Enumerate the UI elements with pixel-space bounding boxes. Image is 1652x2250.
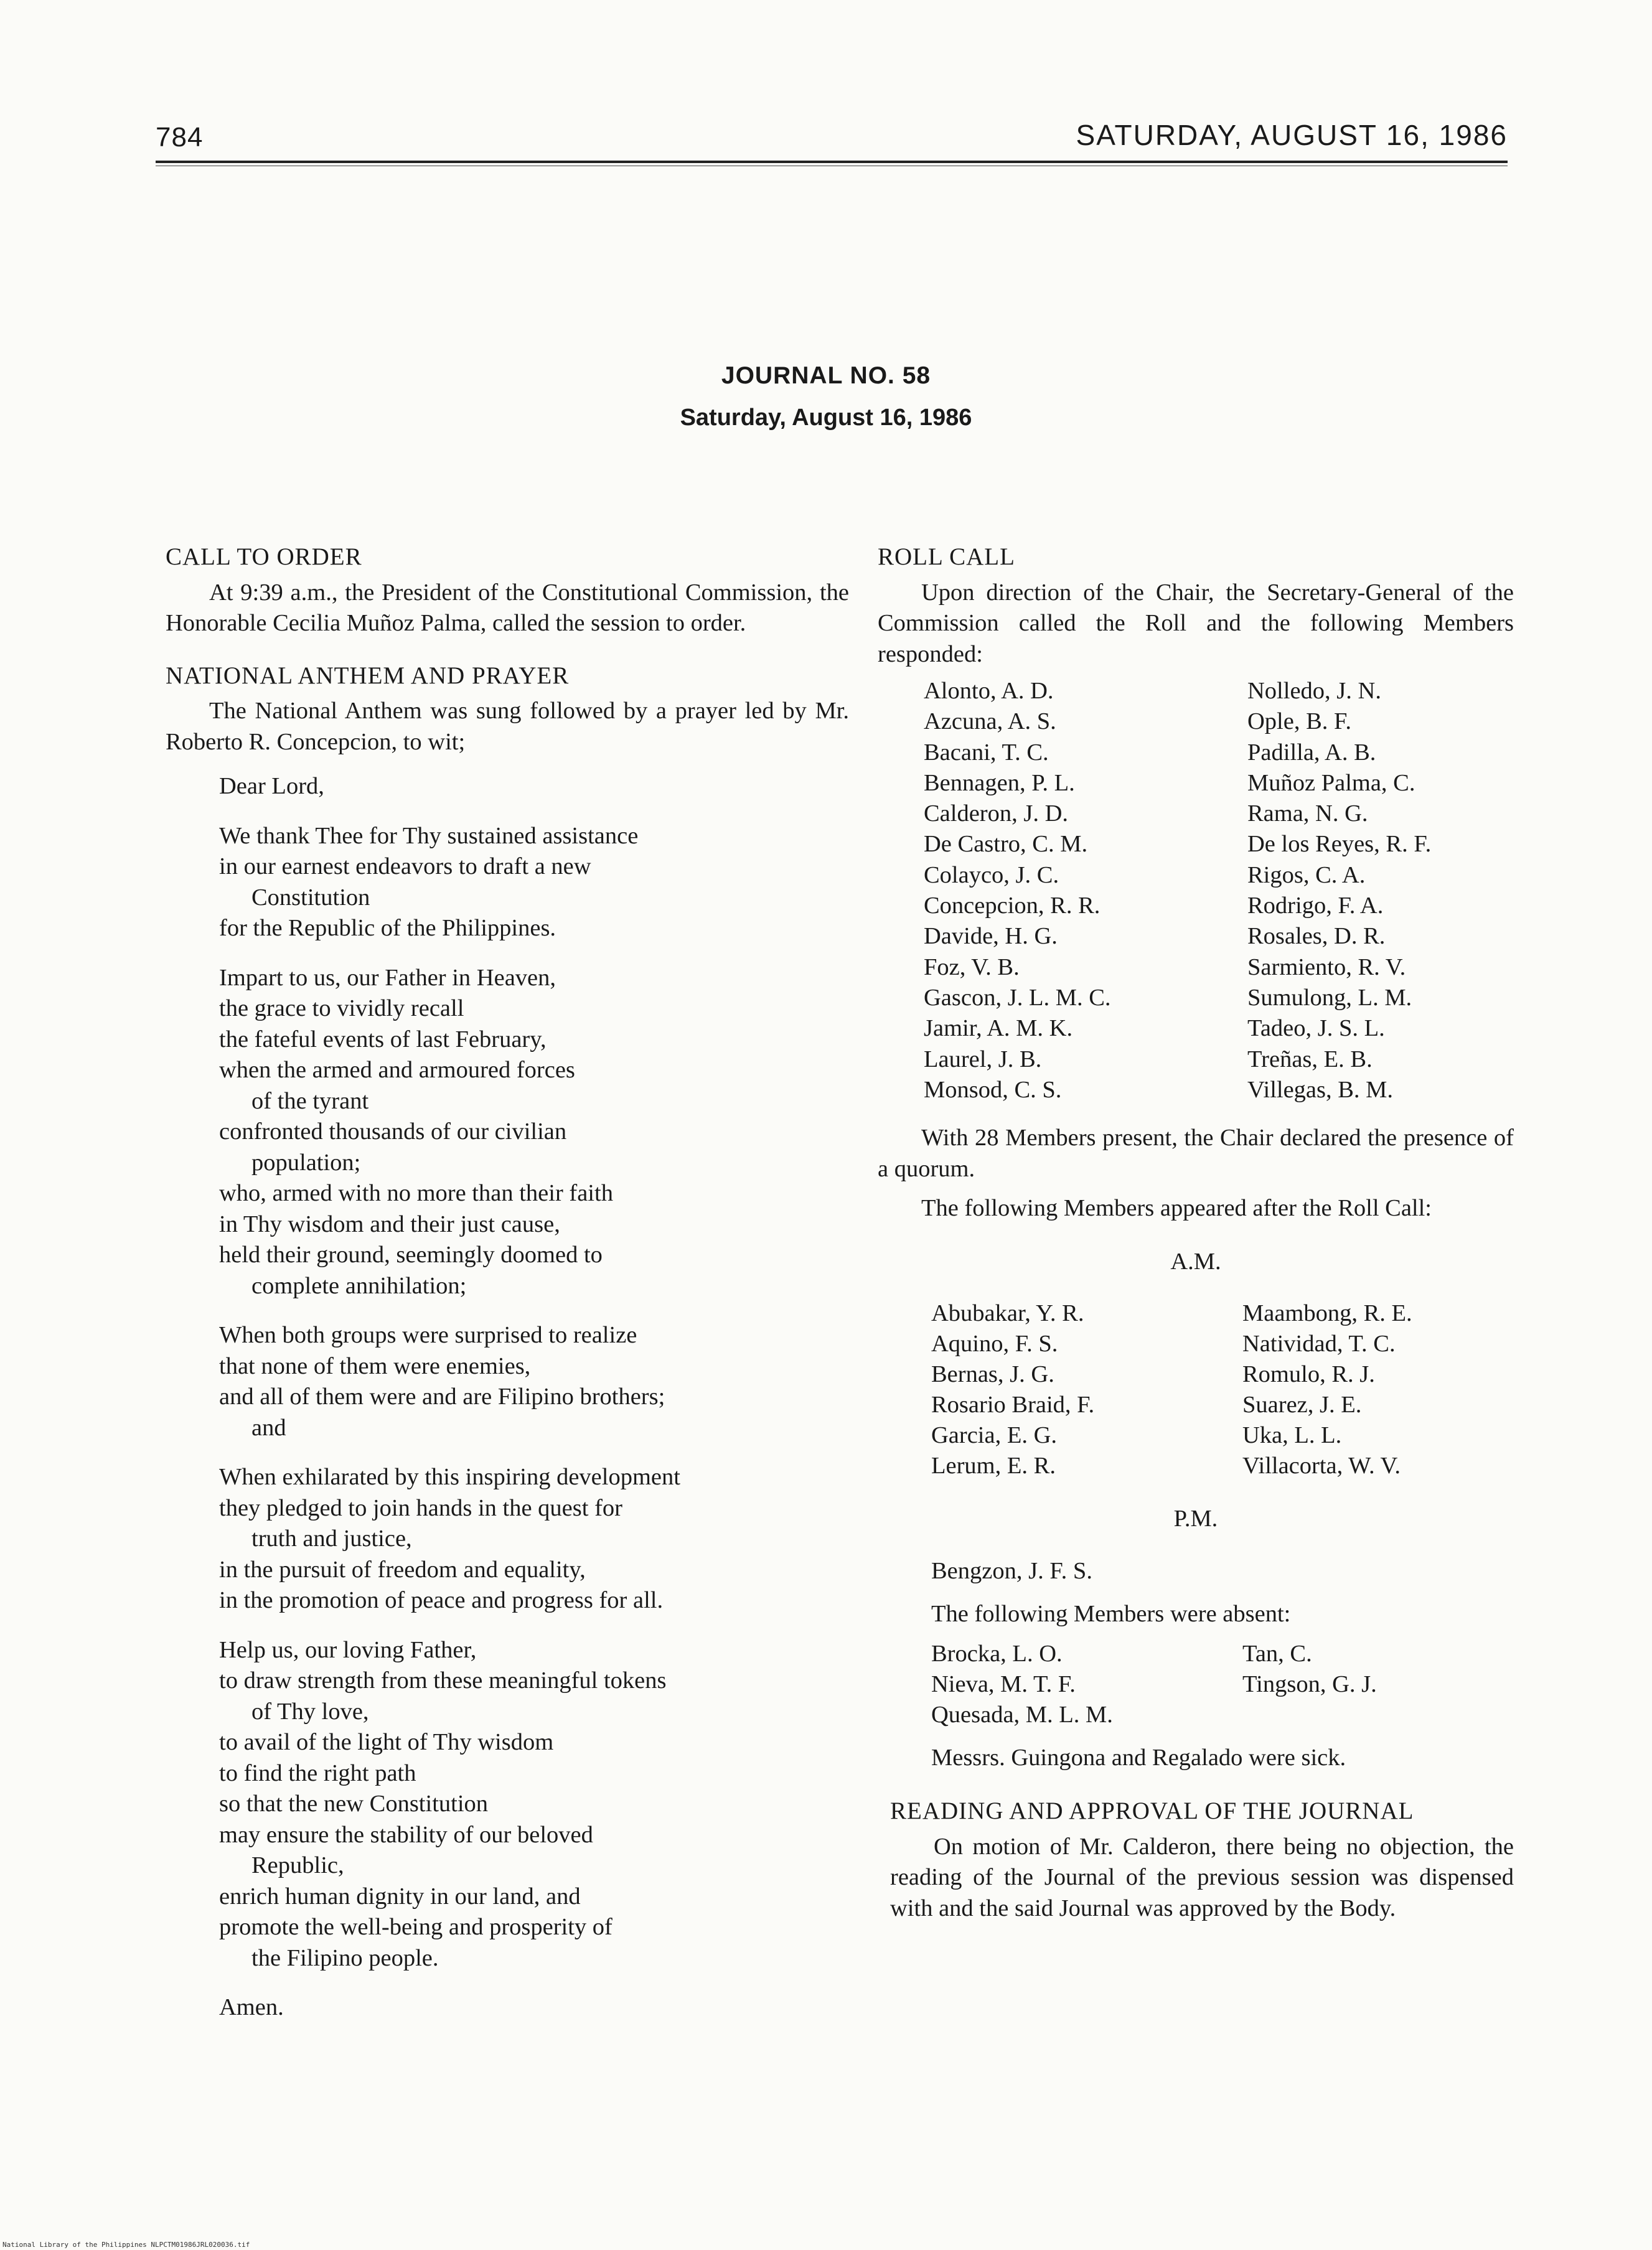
member-name: Rosales, D. R.: [1247, 923, 1386, 950]
member-name: Rama, N. G.: [1247, 800, 1368, 827]
prayer-line: when the armed and armoured forces: [219, 1057, 575, 1083]
member-name: Aquino, F. S.: [931, 1331, 1058, 1357]
member-name: Nolledo, J. N.: [1247, 678, 1381, 704]
member-name: Gascon, J. L. M. C.: [924, 984, 1111, 1011]
anthem-heading: NATIONAL ANTHEM AND PRAYER: [166, 662, 570, 689]
prayer-line: truth and justice,: [251, 1526, 412, 1552]
member-name: Garcia, E. G.: [931, 1422, 1058, 1449]
journal-title: [0, 362, 1652, 431]
quorum-text: With 28 Members present, the Chair declared the presence of a quorum.: [878, 1125, 1514, 1182]
member-name: Villegas, B. M.: [1247, 1076, 1394, 1103]
prayer-line: held their ground, seemingly doomed to: [219, 1242, 603, 1268]
prayer-line: they pledged to join hands in the quest for: [219, 1494, 622, 1521]
member-name: [1242, 1700, 1529, 1730]
member-name: Nieva, M. T. F.: [931, 1671, 1076, 1697]
prayer-line: so that the new Constitution: [219, 1791, 489, 1817]
right-column: [878, 541, 1514, 1924]
prayer-line: Impart to us, our Father in Heaven,: [219, 964, 556, 991]
reading-heading: READING AND APPROVAL OF THE JOURNAL: [890, 1798, 1414, 1825]
prayer-line: of Thy love,: [251, 1698, 369, 1725]
am-label: A.M.: [1170, 1248, 1221, 1275]
member-name: Bacani, T. C.: [924, 739, 1049, 766]
absent-intro: The following Members were absent:: [931, 1601, 1291, 1628]
prayer-stanza: [219, 821, 849, 944]
member-name: Monsod, C. S.: [924, 1076, 1062, 1103]
prayer-line: Republic,: [251, 1852, 344, 1878]
prayer-stanza: [219, 1320, 849, 1443]
pm-label: P.M.: [1173, 1506, 1218, 1532]
member-name: Muñoz Palma, C.: [1247, 769, 1415, 796]
prayer-line: Help us, our loving Father,: [219, 1636, 477, 1663]
prayer-line: to draw strength from these meaningful tokens: [219, 1667, 667, 1694]
roll-call-intro: Upon direction of the Chair, the Secretary-General of the Commission called the Roll and the following Members responded:: [878, 579, 1514, 667]
prayer-line: in the promotion of peace and progress for all.: [219, 1587, 664, 1613]
member-name: Tan, C.: [1242, 1640, 1312, 1667]
prayer-line: may ensure the stability of our beloved: [219, 1821, 593, 1848]
left-column: [166, 541, 849, 2023]
member-name: De Castro, C. M.: [924, 831, 1088, 858]
prayer-line: who, armed with no more than their faith: [219, 1180, 613, 1206]
call-to-order-text: At 9:39 a.m., the President of the Constitutional Commission, the Honorable Cecilia Muñoz Palma, called the session to order.: [166, 579, 849, 636]
pm-member: Bengzon, J. F. S.: [931, 1557, 1092, 1584]
header-date: SATURDAY, AUGUST 16, 1986: [1076, 119, 1508, 151]
member-name: Padilla, A. B.: [1247, 739, 1376, 766]
member-name: Maambong, R. E.: [1242, 1300, 1412, 1327]
member-name: Colayco, J. C.: [924, 861, 1059, 888]
member-name: Laurel, J. B.: [924, 1046, 1042, 1072]
prayer-stanza: [219, 1462, 849, 1616]
prayer-line: When exhilarated by this inspiring development: [219, 1464, 680, 1490]
prayer-line: the fateful events of last February,: [219, 1026, 547, 1052]
member-name: Rodrigo, F. A.: [1247, 893, 1384, 919]
prayer-line: enrich human dignity in our land, and: [219, 1883, 581, 1910]
member-name: Sumulong, L. M.: [1247, 984, 1412, 1011]
prayer-line: for the Republic of the Philippines.: [219, 915, 556, 941]
sick-note: Messrs. Guingona and Regalado were sick.: [931, 1744, 1346, 1771]
prayer-line: and: [251, 1414, 286, 1441]
member-name: Calderon, J. D.: [924, 800, 1069, 827]
prayer-line: that none of them were enemies,: [219, 1352, 531, 1379]
page-number: 784: [156, 122, 204, 152]
prayer-line: the grace to vividly recall: [219, 995, 464, 1021]
member-name: Natividad, T. C.: [1242, 1331, 1396, 1357]
prayer-line: Amen.: [219, 1994, 284, 2020]
scan-footer: National Library of the Philippines NLPCTM01986JRL020036.tif: [2, 2241, 250, 2249]
member-name: Treñas, E. B.: [1247, 1046, 1373, 1072]
member-name: Concepcion, R. R.: [924, 893, 1101, 919]
member-name: Villacorta, W. V.: [1242, 1453, 1401, 1479]
member-name: Davide, H. G.: [924, 923, 1058, 950]
member-name: Foz, V. B.: [924, 954, 1020, 980]
anthem-text: The National Anthem was sung followed by a prayer led by Mr. Roberto R. Concepcion, to wit;: [166, 698, 849, 755]
member-name: Bennagen, P. L.: [924, 769, 1075, 796]
member-name: Suarez, J. E.: [1242, 1392, 1362, 1418]
journal-number: JOURNAL NO. 58: [721, 362, 931, 389]
reading-text: On motion of Mr. Calderon, there being no objection, the reading of the Journal of the previous session was dispensed with and the said Journal was approved by the Body.: [890, 1833, 1514, 1921]
member-name: Abubakar, Y. R.: [931, 1300, 1084, 1327]
member-name: Tingson, G. J.: [1242, 1671, 1377, 1697]
member-name: Uka, L. L.: [1242, 1422, 1342, 1449]
prayer-salutation: Dear Lord,: [219, 773, 324, 799]
absent-members-list: [931, 1639, 1514, 1730]
call-to-order-heading: CALL TO ORDER: [166, 543, 362, 570]
prayer-line: promote the well-being and prosperity of: [219, 1914, 612, 1940]
member-name: Azcuna, A. S.: [924, 708, 1056, 735]
member-name: Rosario Braid, F.: [931, 1392, 1095, 1418]
prayer-line: When both groups were surprised to realize: [219, 1322, 637, 1348]
member-name: Romulo, R. J.: [1242, 1361, 1375, 1388]
prayer-line: in Thy wisdom and their just cause,: [219, 1211, 560, 1237]
roll-call-heading: ROLL CALL: [878, 543, 1015, 570]
am-members-list: [931, 1298, 1514, 1481]
member-name: Rigos, C. A.: [1247, 861, 1366, 888]
journal-date: Saturday, August 16, 1986: [680, 405, 972, 431]
prayer-line: in our earnest endeavors to draft a new: [219, 853, 591, 879]
prayer-line: to find the right path: [219, 1760, 416, 1786]
member-name: Jamir, A. M. K.: [924, 1015, 1073, 1042]
prayer-line: in the pursuit of freedom and equality,: [219, 1556, 586, 1583]
member-name: Ople, B. F.: [1247, 708, 1351, 735]
late-members-intro: The following Members appeared after the Roll Call:: [921, 1195, 1432, 1222]
prayer-line: We thank Thee for Thy sustained assistance: [219, 822, 639, 849]
prayer-line: confronted thousands of our civilian: [219, 1118, 567, 1145]
present-members-list: [924, 676, 1514, 1105]
header-rule: [156, 161, 1508, 163]
member-name: Bernas, J. G.: [931, 1361, 1054, 1388]
member-name: Quesada, M. L. M.: [931, 1701, 1113, 1728]
prayer-line: population;: [251, 1149, 361, 1176]
member-name: Brocka, L. O.: [931, 1640, 1063, 1667]
prayer-line: complete annihilation;: [251, 1272, 467, 1299]
prayer-stanza: [219, 1635, 849, 1974]
prayer-line: of the tyrant: [251, 1087, 369, 1114]
prayer-line: and all of them were and are Filipino brothers;: [219, 1384, 665, 1410]
member-name: De los Reyes, R. F.: [1247, 831, 1432, 858]
member-name: Sarmiento, R. V.: [1247, 954, 1406, 980]
prayer-stanzas: [219, 821, 849, 2023]
member-name: Lerum, E. R.: [931, 1453, 1056, 1479]
prayer: [219, 771, 849, 2023]
prayer-line: the Filipino people.: [251, 1944, 439, 1971]
prayer-line: to avail of the light of Thy wisdom: [219, 1729, 554, 1755]
prayer-stanza: [219, 1992, 849, 2023]
member-name: Alonto, A. D.: [924, 678, 1054, 704]
prayer-stanza: [219, 963, 849, 1302]
prayer-line: Constitution: [251, 884, 370, 911]
member-name: Tadeo, J. S. L.: [1247, 1015, 1385, 1042]
